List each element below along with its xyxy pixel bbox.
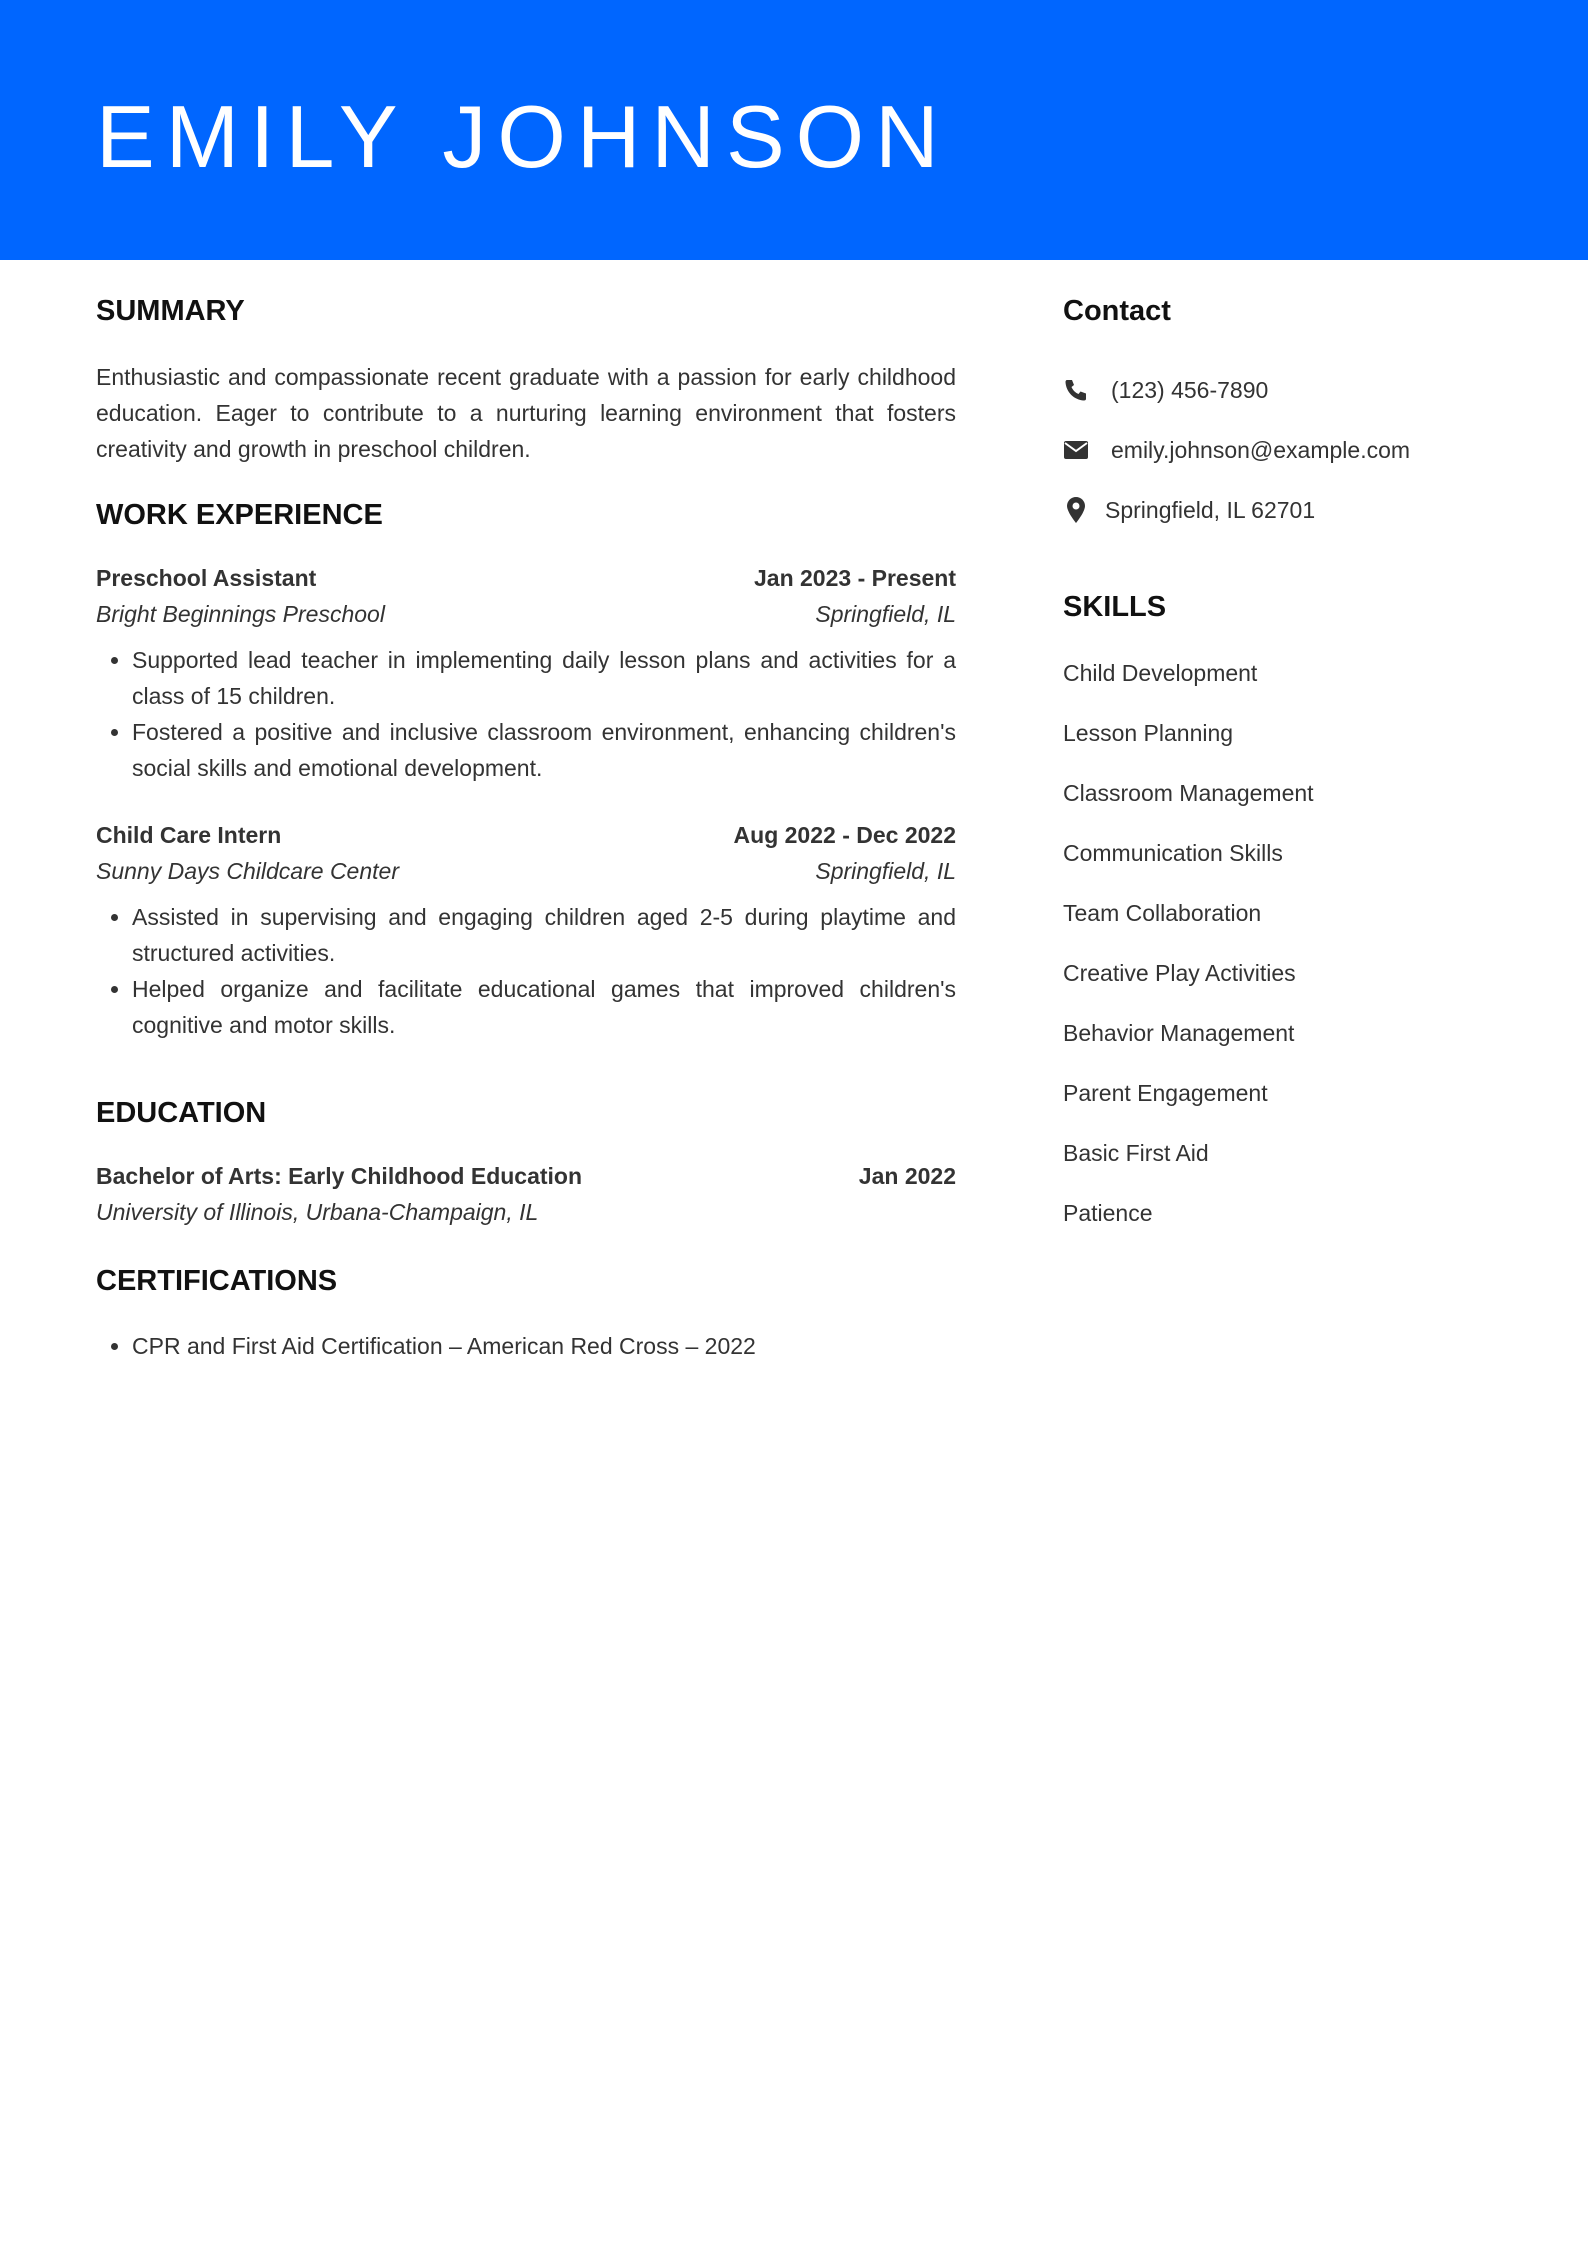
skill-item: Parent Engagement <box>1063 1080 1268 1106</box>
work-experience-heading: WORK EXPERIENCE <box>96 499 383 531</box>
skill-item: Lesson Planning <box>1063 720 1234 746</box>
contact-heading: Contact <box>1063 295 1171 327</box>
job-company: Sunny Days Childcare Center <box>96 858 399 884</box>
contact-email <box>1063 432 1410 468</box>
header-banner <box>0 0 1588 260</box>
job-entry <box>96 817 956 1043</box>
job-location: Springfield, IL <box>815 858 956 884</box>
phone-number: (123) 456-7890 <box>1111 377 1269 403</box>
skills-heading: SKILLS <box>1063 591 1167 623</box>
contact-location <box>1063 492 1315 528</box>
education-date: Jan 2022 <box>858 1163 956 1189</box>
skill-item: Patience <box>1063 1200 1153 1226</box>
school: University of Illinois, Urbana-Champaign, IL <box>96 1199 539 1225</box>
education-section <box>96 1096 956 1230</box>
skill-item: Classroom Management <box>1063 780 1314 806</box>
certifications-heading: CERTIFICATIONS <box>96 1265 338 1297</box>
job-role: Preschool Assistant <box>96 565 317 591</box>
phone-icon <box>1063 377 1089 403</box>
skill-item: Behavior Management <box>1063 1020 1295 1046</box>
job-dates: Jan 2023 - Present <box>753 565 956 591</box>
job-bullet: • Assisted in supervising and engaging children aged 2-5 during playtime and structured activities. <box>132 899 956 971</box>
skill-item: Team Collaboration <box>1063 900 1262 926</box>
summary-heading: SUMMARY <box>96 295 245 327</box>
job-bullets <box>96 899 956 1043</box>
skills-list <box>1063 655 1314 1255</box>
job-company: Bright Beginnings Preschool <box>96 601 385 627</box>
job-bullet: • Supported lead teacher in implementing daily lesson plans and activities for a class of 15 children. <box>132 642 956 714</box>
certifications-list <box>96 1328 956 1364</box>
candidate-name: EMILY JOHNSON <box>96 87 950 186</box>
certification-item: • CPR and First Aid Certification – American Red Cross – 2022 <box>132 1328 956 1364</box>
job-dates: Aug 2022 - Dec 2022 <box>733 822 956 848</box>
skill-item: Basic First Aid <box>1063 1140 1209 1166</box>
work-experience-section <box>96 498 956 1043</box>
email-address: emily.johnson@example.com <box>1111 437 1411 463</box>
contact-phone <box>1063 372 1268 408</box>
certifications-section <box>96 1264 956 1364</box>
job-bullet: • Fostered a positive and inclusive classroom environment, enhancing children's social skills and emotional development. <box>132 714 956 786</box>
job-bullet: • Helped organize and facilitate educational games that improved children's cognitive and motor skills. <box>132 971 956 1043</box>
envelope-icon <box>1063 437 1089 463</box>
skill-item: Creative Play Activities <box>1063 960 1296 986</box>
job-role: Child Care Intern <box>96 822 282 848</box>
summary-text: Enthusiastic and compassionate recent graduate with a passion for early childhood education. Eager to contribute to a nurturing learning environment that fosters creativity and growth in preschool children. <box>96 364 956 462</box>
map-pin-icon <box>1063 497 1089 523</box>
skill-item: Communication Skills <box>1063 840 1283 866</box>
location-text: Springfield, IL 62701 <box>1105 497 1316 523</box>
education-heading: EDUCATION <box>96 1097 267 1129</box>
job-entry <box>96 560 956 786</box>
job-location: Springfield, IL <box>815 601 956 627</box>
degree: Bachelor of Arts: Early Childhood Education <box>96 1163 583 1189</box>
skill-item: Child Development <box>1063 660 1258 686</box>
job-bullets <box>96 642 956 786</box>
